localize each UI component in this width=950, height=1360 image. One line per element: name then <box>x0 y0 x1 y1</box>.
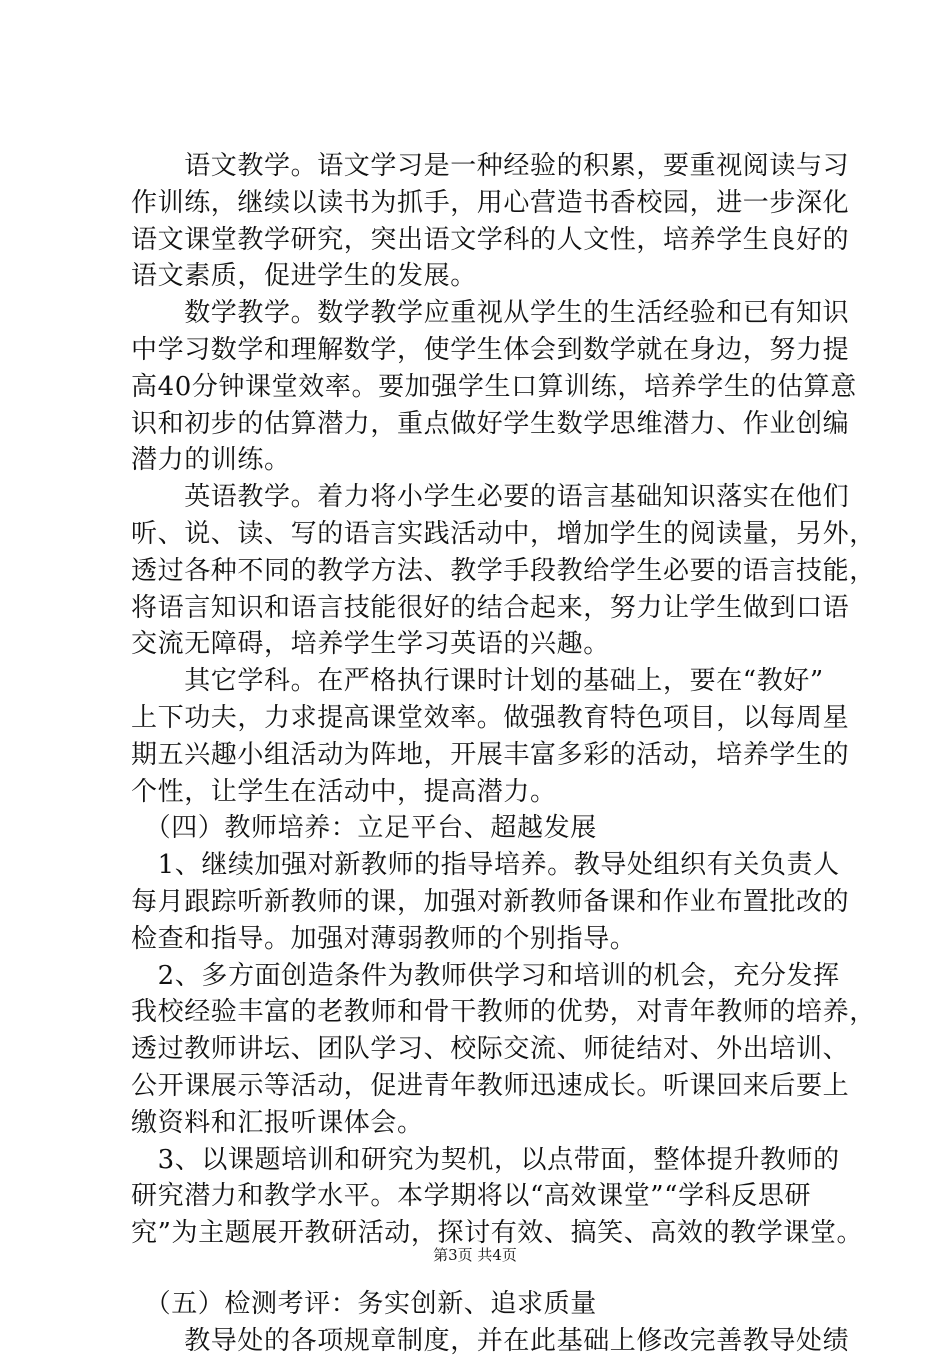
section-heading: （五）检测考评：务实创新、追求质量 <box>131 1288 597 1319</box>
page-number-label: 第3页 共4页 <box>433 1246 517 1264</box>
text-line: 期五兴趣小组活动为阵地，开展丰富多彩的活动，培养学生的 <box>131 739 850 770</box>
text-line: 每月跟踪听新教师的课，加强对新教师备课和作业布置批改的 <box>131 886 850 917</box>
text-line: 透过各种不同的教学方法、教学手段教给学生必要的语言技能， <box>131 555 876 586</box>
section-heading: （四）教师培养：立足平台、超越发展 <box>131 813 597 844</box>
text-line: 其它学科。在严格执行课时计划的基础上，要在“教好” <box>131 666 824 697</box>
text-line: 中学习数学和理解数学，使学生体会到数学就在身边，努力提 <box>131 334 850 365</box>
text-line: 潜力的训练。 <box>131 445 291 476</box>
paragraph-other-subjects <box>131 663 850 810</box>
text-line: 数学教学。数学教学应重视从学生的生活经验和已有知识 <box>131 298 850 329</box>
text-line: 语文教学。语文学习是一种经验的积累，要重视阅读与习 <box>131 151 850 181</box>
text-line: 教导处的各项规章制度，并在此基础上修改完善教导处绩 <box>131 1325 850 1356</box>
text-line: 将语言知识和语言技能很好的结合起来，努力让学生做到口语 <box>131 592 850 623</box>
text-line: 公开课展示等活动，促进青年教师迅速成长。听课回来后要上 <box>131 1070 850 1101</box>
text-line: 透过教师讲坛、团队学习、校际交流、师徒结对、外出培训、 <box>131 1034 850 1065</box>
text-line: 语文课堂教学研究，突出语文学科的人文性，培养学生良好的 <box>131 224 850 255</box>
text-line: 3、以课题培训和研究为契机，以点带面，整体提升教师的 <box>131 1144 840 1175</box>
page-footer <box>0 1245 950 1265</box>
paragraph-assessment <box>131 1323 850 1360</box>
paragraph-english-teaching <box>131 479 876 663</box>
paragraph-item-1 <box>131 847 850 957</box>
text-line: 高40分钟课堂效率。要加强学生口算训练，培养学生的估算意 <box>131 371 857 402</box>
text-line: 缴资料和汇报听课体会。 <box>131 1107 424 1138</box>
text-line: 个性，让学生在活动中，提高潜力。 <box>131 776 557 807</box>
text-line: 检查和指导。加强对薄弱教师的个别指导。 <box>131 923 637 954</box>
text-line: 语文素质，促进学生的发展。 <box>131 261 477 292</box>
paragraph-item-3 <box>131 1142 864 1252</box>
text-line: 听、说、读、写的语言实践活动中，增加学生的阅读量，另外， <box>131 518 876 549</box>
section-heading-teacher-training <box>131 810 831 847</box>
paragraph-item-2 <box>131 958 876 1142</box>
text-line: 我校经验丰富的老教师和骨干教师的优势，对青年教师的培养， <box>131 997 876 1028</box>
document-body <box>131 148 876 1360</box>
section-heading-assessment <box>131 1286 831 1323</box>
paragraph-chinese-teaching <box>131 148 850 295</box>
text-line: 究”为主题展开教研活动，探讨有效、搞笑、高效的教学课堂。 <box>131 1218 864 1249</box>
text-line: 研究潜力和教学水平。本学期将以“高效课堂”“学科反思研 <box>131 1181 812 1212</box>
text-line: 英语教学。着力将小学生必要的语言基础知识落实在他们 <box>131 482 850 513</box>
text-line: 识和初步的估算潜力，重点做好学生数学思维潜力、作业创编 <box>131 408 850 439</box>
paragraph-math-teaching <box>131 295 857 479</box>
text-line: 作训练，继续以读书为抓手，用心营造书香校园，进一步深化 <box>131 187 850 218</box>
text-line: 上下功夫，力求提高课堂效率。做强教育特色项目，以每周星 <box>131 702 850 733</box>
text-line: 1、继续加强对新教师的指导培养。教导处组织有关负责人 <box>131 850 840 881</box>
text-line: 2、多方面创造条件为教师供学习和培训的机会，充分发挥 <box>131 960 840 991</box>
text-line: 交流无障碍，培养学生学习英语的兴趣。 <box>131 629 610 660</box>
